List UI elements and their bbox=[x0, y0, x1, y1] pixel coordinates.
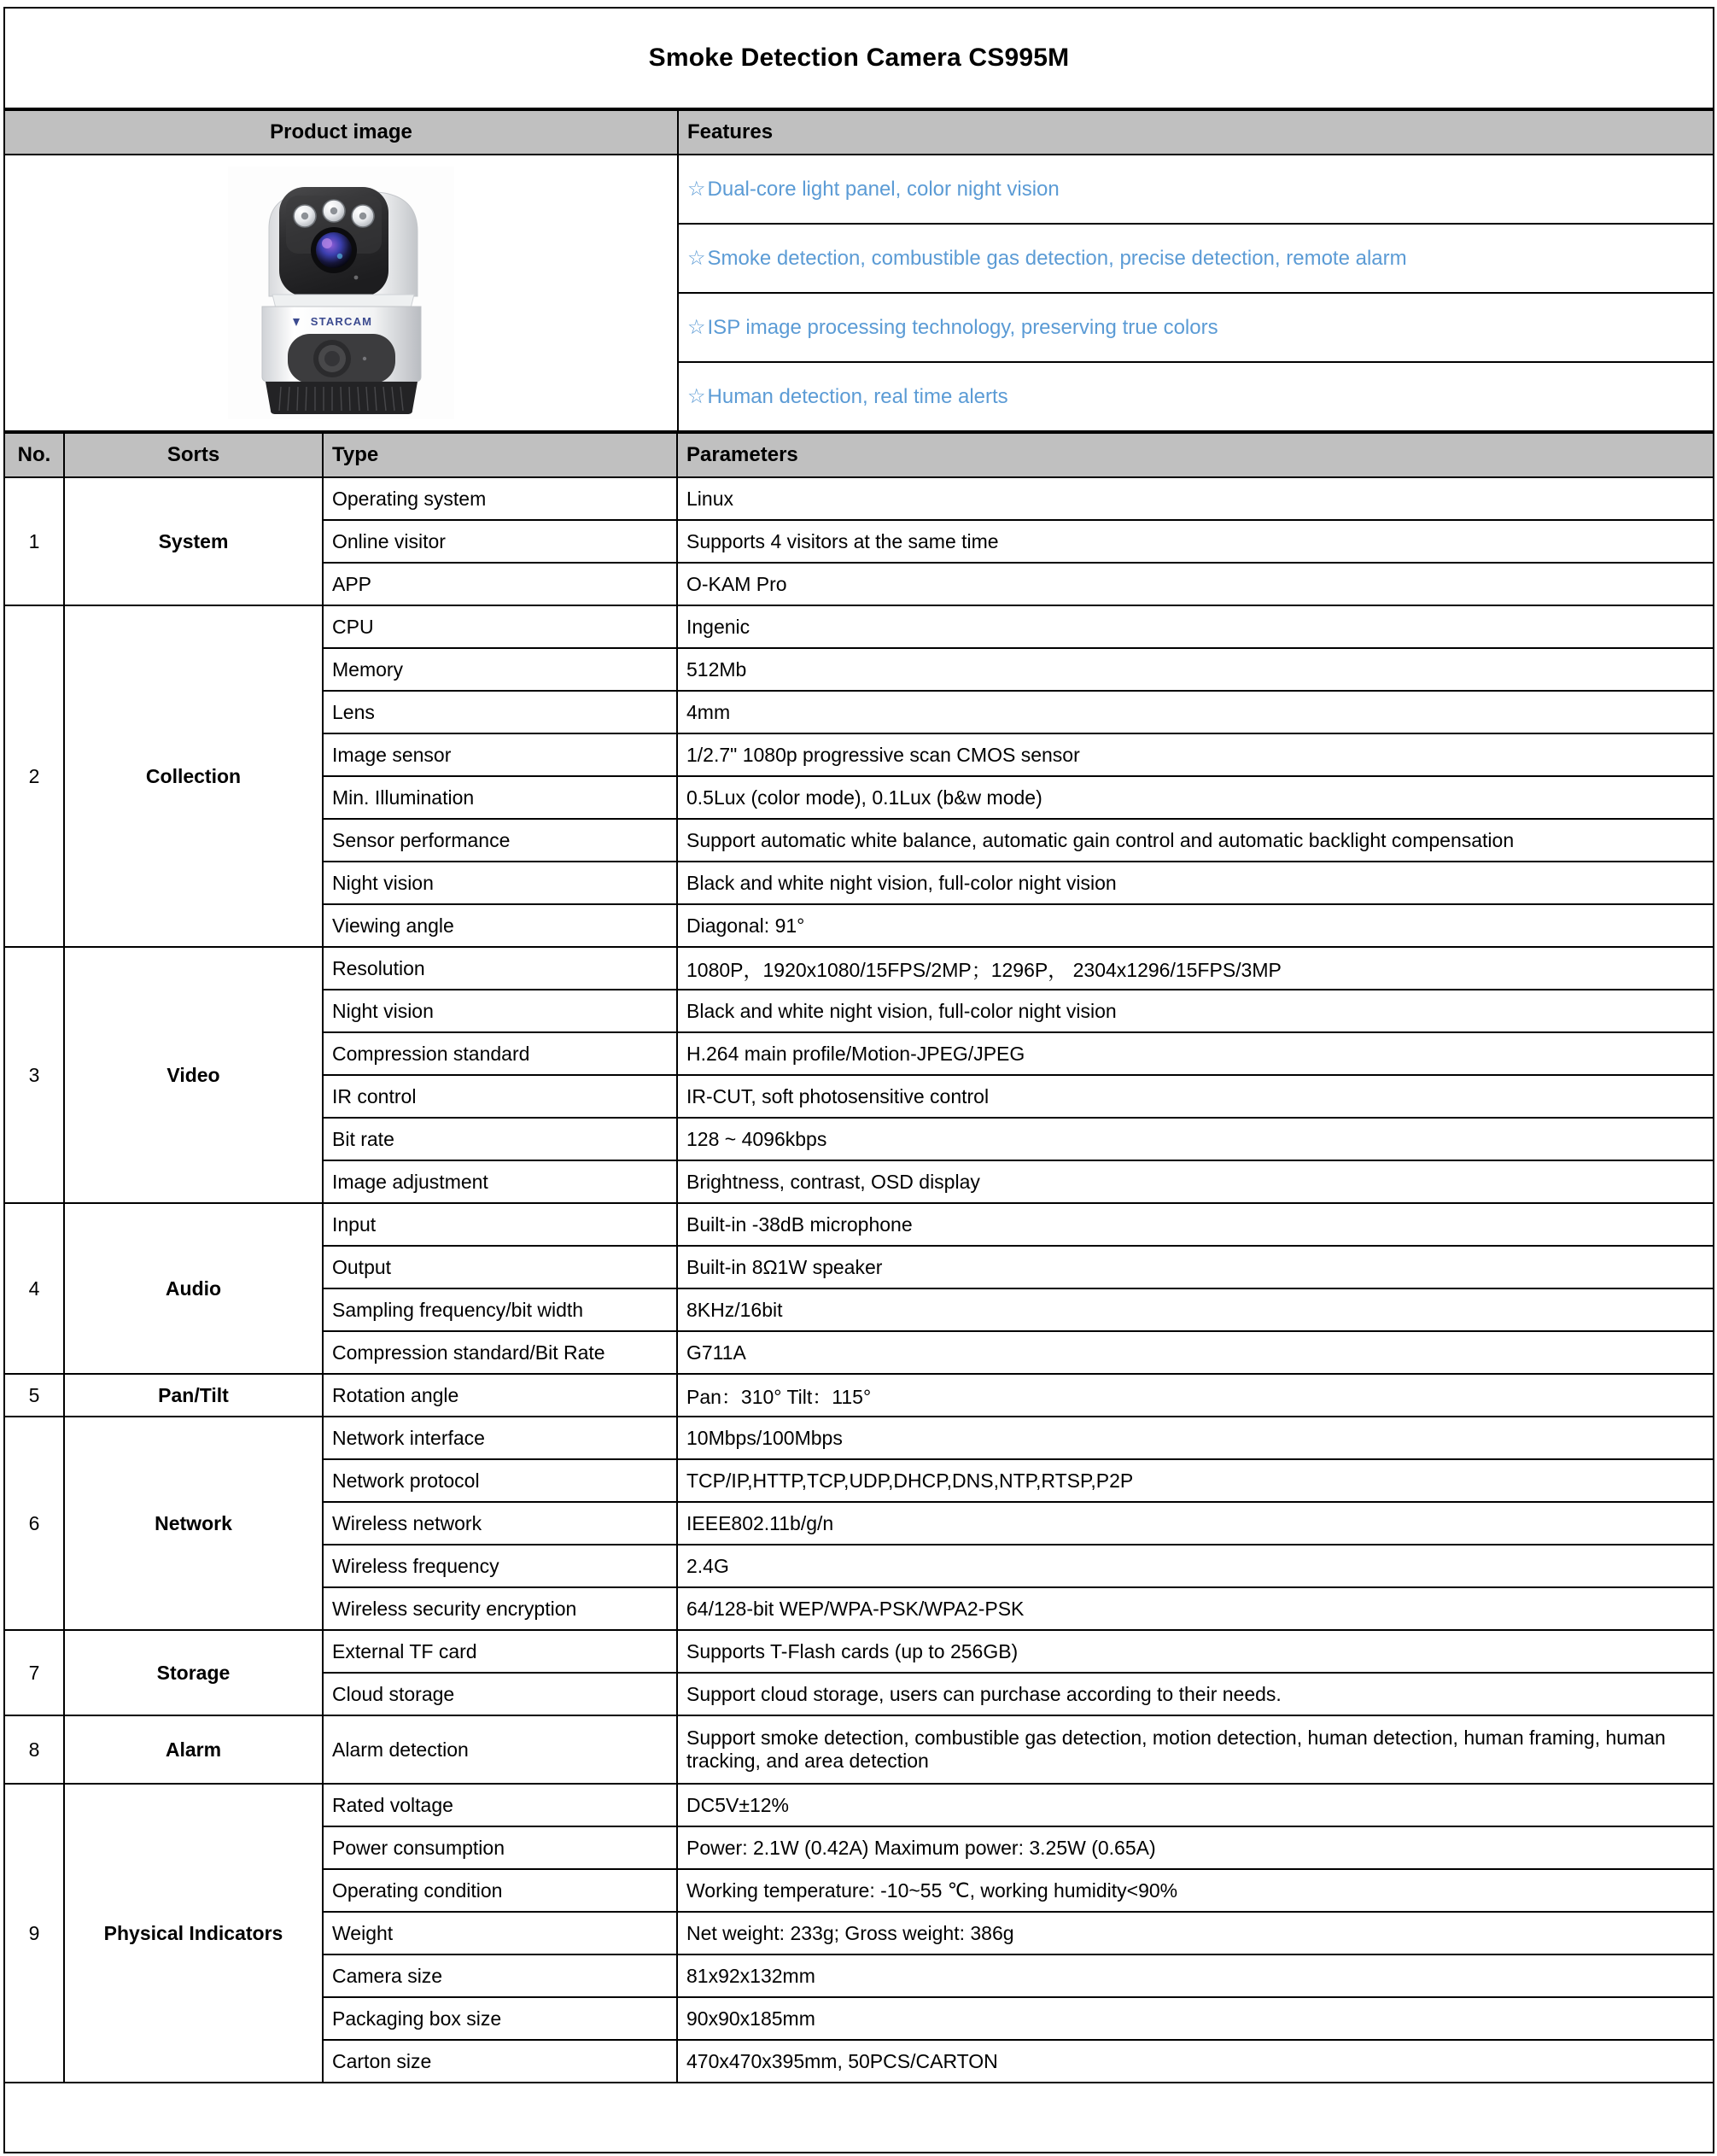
row-type: Cloud storage bbox=[323, 1673, 677, 1715]
row-type: Online visitor bbox=[323, 520, 677, 563]
header-sorts: Sorts bbox=[64, 433, 323, 477]
section-sort: Alarm bbox=[64, 1715, 323, 1784]
row-type: Packaging box size bbox=[323, 1997, 677, 2040]
feature-label: ISP image processing technology, preserving true colors bbox=[707, 316, 1218, 339]
row-type: Wireless frequency bbox=[323, 1545, 677, 1587]
row-type: External TF card bbox=[323, 1630, 677, 1673]
header-type: Type bbox=[323, 433, 677, 477]
product-image-cell bbox=[4, 155, 678, 431]
product-image-camera bbox=[228, 167, 454, 419]
row-type: Night vision bbox=[323, 862, 677, 904]
row-type: Lens bbox=[323, 691, 677, 733]
row-type: Alarm detection bbox=[323, 1715, 677, 1784]
row-type: Compression standard bbox=[323, 1032, 677, 1075]
section-number: 3 bbox=[4, 947, 64, 1203]
row-parameter: Supports T-Flash cards (up to 256GB) bbox=[677, 1630, 1714, 1673]
row-type: Wireless network bbox=[323, 1502, 677, 1545]
row-type: Night vision bbox=[323, 990, 677, 1032]
header-features: Features bbox=[678, 110, 1714, 155]
row-parameter: Built-in -38dB microphone bbox=[677, 1203, 1714, 1246]
row-parameter: Working temperature: -10~55 ℃, working humidity<90% bbox=[677, 1869, 1714, 1912]
row-parameter: 470x470x395mm, 50PCS/CARTON bbox=[677, 2040, 1714, 2083]
table-row bbox=[4, 1630, 1714, 1673]
row-parameter: 1080P，1920x1080/15FPS/2MP；1296P， 2304x1296/15FPS/3MP bbox=[677, 947, 1714, 990]
header-product-image: Product image bbox=[4, 110, 678, 155]
row-type: Camera size bbox=[323, 1954, 677, 1997]
row-parameter: O-KAM Pro bbox=[677, 563, 1714, 605]
section-sort: Physical Indicators bbox=[64, 1784, 323, 2083]
row-type: Resolution bbox=[323, 947, 677, 990]
row-type: Carton size bbox=[323, 2040, 677, 2083]
row-parameter: 1/2.7" 1080p progressive scan CMOS sensor bbox=[677, 733, 1714, 776]
row-type: Network protocol bbox=[323, 1459, 677, 1502]
section-number: 2 bbox=[4, 605, 64, 947]
blank-row bbox=[4, 2083, 1714, 2153]
section-number: 6 bbox=[4, 1417, 64, 1630]
star-icon: ☆ bbox=[687, 316, 706, 339]
table-row bbox=[4, 605, 1714, 648]
title-table bbox=[3, 7, 1714, 109]
title-cell bbox=[4, 8, 1714, 108]
table-row bbox=[4, 1417, 1714, 1459]
row-type: Operating condition bbox=[323, 1869, 677, 1912]
feature-item bbox=[678, 293, 1714, 362]
section-sort: Audio bbox=[64, 1203, 323, 1374]
row-type: APP bbox=[323, 563, 677, 605]
section-sort: Video bbox=[64, 947, 323, 1203]
star-icon: ☆ bbox=[687, 178, 706, 201]
feature-item bbox=[678, 224, 1714, 293]
row-parameter: IR-CUT, soft photosensitive control bbox=[677, 1075, 1714, 1118]
specifications-table bbox=[3, 432, 1714, 2153]
row-type: Viewing angle bbox=[323, 904, 677, 947]
row-type: Sensor performance bbox=[323, 819, 677, 862]
row-parameter: Net weight: 233g; Gross weight: 386g bbox=[677, 1912, 1714, 1954]
row-parameter: Ingenic bbox=[677, 605, 1714, 648]
top-header-row bbox=[4, 110, 1714, 155]
row-type: Compression standard/Bit Rate bbox=[323, 1331, 677, 1374]
row-parameter: Built-in 8Ω1W speaker bbox=[677, 1246, 1714, 1288]
row-type: Wireless security encryption bbox=[323, 1587, 677, 1630]
section-sort: Collection bbox=[64, 605, 323, 947]
row-parameter: 0.5Lux (color mode), 0.1Lux (b&w mode) bbox=[677, 776, 1714, 819]
row-parameter: IEEE802.11b/g/n bbox=[677, 1502, 1714, 1545]
table-row bbox=[4, 477, 1714, 520]
row-type: Bit rate bbox=[323, 1118, 677, 1160]
section-sort: Network bbox=[64, 1417, 323, 1630]
feature-label: Smoke detection, combustible gas detection, precise detection, remote alarm bbox=[707, 247, 1407, 270]
section-number: 5 bbox=[4, 1374, 64, 1417]
row-parameter: TCP/IP,HTTP,TCP,UDP,DHCP,DNS,NTP,RTSP,P2P bbox=[677, 1459, 1714, 1502]
row-type: Memory bbox=[323, 648, 677, 691]
row-type: Image adjustment bbox=[323, 1160, 677, 1203]
row-type: CPU bbox=[323, 605, 677, 648]
table-row bbox=[4, 1784, 1714, 1826]
row-type: Min. Illumination bbox=[323, 776, 677, 819]
row-parameter: Supports 4 visitors at the same time bbox=[677, 520, 1714, 563]
title-row bbox=[4, 8, 1714, 108]
row-parameter: Support cloud storage, users can purchase according to their needs. bbox=[677, 1673, 1714, 1715]
row-parameter: 81x92x132mm bbox=[677, 1954, 1714, 1997]
row-type: IR control bbox=[323, 1075, 677, 1118]
section-number: 1 bbox=[4, 477, 64, 605]
section-sort: System bbox=[64, 477, 323, 605]
blank-cell bbox=[4, 2083, 1714, 2153]
spec-sheet-page bbox=[0, 7, 1717, 2156]
section-number: 4 bbox=[4, 1203, 64, 1374]
row-parameter: DC5V±12% bbox=[677, 1784, 1714, 1826]
table-row bbox=[4, 1374, 1714, 1417]
spec-header-row bbox=[4, 433, 1714, 477]
section-number: 8 bbox=[4, 1715, 64, 1784]
section-sort: Storage bbox=[64, 1630, 323, 1715]
section-number: 9 bbox=[4, 1784, 64, 2083]
row-parameter: 2.4G bbox=[677, 1545, 1714, 1587]
row-parameter: 10Mbps/100Mbps bbox=[677, 1417, 1714, 1459]
feature-item bbox=[678, 362, 1714, 431]
section-number: 7 bbox=[4, 1630, 64, 1715]
section-sort: Pan/Tilt bbox=[64, 1374, 323, 1417]
header-parameters: Parameters bbox=[677, 433, 1714, 477]
row-parameter: 512Mb bbox=[677, 648, 1714, 691]
header-no: No. bbox=[4, 433, 64, 477]
row-type: Sampling frequency/bit width bbox=[323, 1288, 677, 1331]
row-parameter: H.264 main profile/Motion-JPEG/JPEG bbox=[677, 1032, 1714, 1075]
row-type: Rated voltage bbox=[323, 1784, 677, 1826]
row-type: Image sensor bbox=[323, 733, 677, 776]
svg-text:STARCAM: STARCAM bbox=[310, 315, 373, 328]
feature-item bbox=[678, 155, 1714, 224]
table-row bbox=[4, 1715, 1714, 1784]
table-row bbox=[4, 1203, 1714, 1246]
row-parameter: Diagonal: 91° bbox=[677, 904, 1714, 947]
row-parameter: Pan：310° Tilt：115° bbox=[677, 1374, 1714, 1417]
row-parameter: Linux bbox=[677, 477, 1714, 520]
feature-label: Human detection, real time alerts bbox=[707, 385, 1008, 408]
row-type: Operating system bbox=[323, 477, 677, 520]
row-type: Input bbox=[323, 1203, 677, 1246]
row-type: Power consumption bbox=[323, 1826, 677, 1869]
row-type: Weight bbox=[323, 1912, 677, 1954]
row-type: Network interface bbox=[323, 1417, 677, 1459]
row-parameter: Power: 2.1W (0.42A) Maximum power: 3.25W (0.65A) bbox=[677, 1826, 1714, 1869]
row-parameter: 8KHz/16bit bbox=[677, 1288, 1714, 1331]
product-image bbox=[228, 167, 454, 419]
row-parameter: Brightness, contrast, OSD display bbox=[677, 1160, 1714, 1203]
row-parameter: 90x90x185mm bbox=[677, 1997, 1714, 2040]
row-type: Rotation angle bbox=[323, 1374, 677, 1417]
row-parameter: 4mm bbox=[677, 691, 1714, 733]
table-row bbox=[4, 947, 1714, 990]
feature-label: Dual-core light panel, color night vision bbox=[707, 178, 1060, 201]
page-title: Smoke Detection Camera CS995M bbox=[648, 44, 1070, 72]
row-parameter: G711A bbox=[677, 1331, 1714, 1374]
row-type: Output bbox=[323, 1246, 677, 1288]
row-parameter: Black and white night vision, full-color night vision bbox=[677, 990, 1714, 1032]
star-icon: ☆ bbox=[687, 247, 706, 270]
row-parameter: Black and white night vision, full-color night vision bbox=[677, 862, 1714, 904]
row-parameter: 128 ~ 4096kbps bbox=[677, 1118, 1714, 1160]
row-parameter: 64/128-bit WEP/WPA-PSK/WPA2-PSK bbox=[677, 1587, 1714, 1630]
feature-row bbox=[4, 155, 1714, 224]
row-parameter: Support smoke detection, combustible gas detection, motion detection, human detection, human framing, human tracking, and area detection bbox=[677, 1715, 1714, 1784]
product-features-table bbox=[3, 109, 1714, 432]
star-icon: ☆ bbox=[687, 385, 706, 408]
row-parameter: Support automatic white balance, automatic gain control and automatic backlight compensation bbox=[677, 819, 1714, 862]
